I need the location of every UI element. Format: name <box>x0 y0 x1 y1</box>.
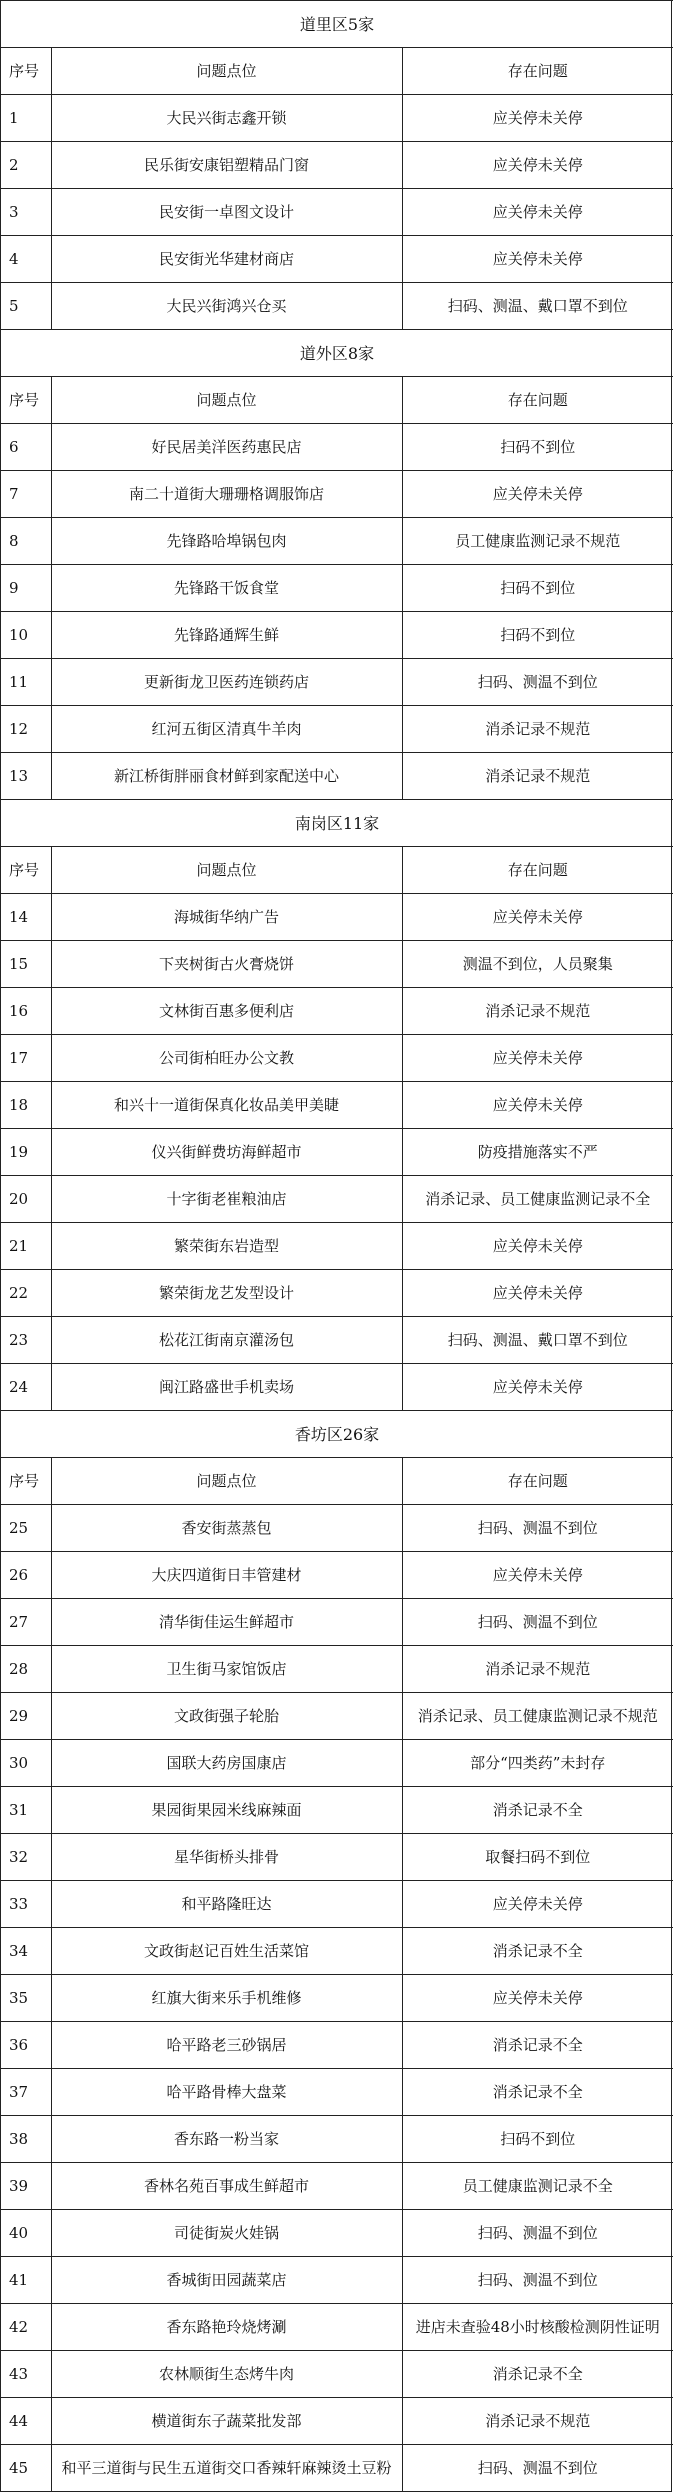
section-title: 南岗区11家 <box>1 800 673 847</box>
row-number: 42 <box>1 2304 51 2351</box>
row-number: 19 <box>1 1129 51 1176</box>
row-problem: 应关停未关停 <box>402 1881 673 1928</box>
row-problem: 扫码、测温不到位 <box>402 659 673 706</box>
row-location: 香东路一粉当家 <box>51 2116 402 2163</box>
row-problem: 部分“四类药”未封存 <box>402 1740 673 1787</box>
row-number: 2 <box>1 142 51 189</box>
row-number: 43 <box>1 2351 51 2398</box>
inspection-table <box>1 0 673 2491</box>
row-number: 21 <box>1 1223 51 1270</box>
row-problem: 消杀记录不规范 <box>402 988 673 1035</box>
header-problem: 存在问题 <box>402 1458 673 1505</box>
row-number: 9 <box>1 565 51 612</box>
row-problem: 消杀记录不全 <box>402 2022 673 2069</box>
table-row <box>1 142 673 189</box>
row-number: 31 <box>1 1787 51 1834</box>
header-no: 序号 <box>1 1458 51 1505</box>
row-location: 文政街强子轮胎 <box>51 1693 402 1740</box>
row-location: 哈平路骨棒大盘菜 <box>51 2069 402 2116</box>
table-row <box>1 753 673 800</box>
header-problem: 存在问题 <box>402 847 673 894</box>
row-location: 繁荣街龙艺发型设计 <box>51 1270 402 1317</box>
row-location: 横道街东子蔬菜批发部 <box>51 2398 402 2445</box>
row-number: 10 <box>1 612 51 659</box>
row-location: 文政街赵记百姓生活菜馆 <box>51 1928 402 1975</box>
row-problem: 消杀记录不全 <box>402 1787 673 1834</box>
table-row <box>1 2351 673 2398</box>
row-number: 35 <box>1 1975 51 2022</box>
table-row <box>1 2163 673 2210</box>
row-number: 1 <box>1 95 51 142</box>
row-problem: 扫码不到位 <box>402 565 673 612</box>
row-problem: 扫码、测温不到位 <box>402 2210 673 2257</box>
table-row <box>1 518 673 565</box>
row-number: 32 <box>1 1834 51 1881</box>
row-problem: 进店未查验48小时核酸检测阴性证明 <box>402 2304 673 2351</box>
row-problem: 消杀记录不规范 <box>402 1646 673 1693</box>
row-number: 45 <box>1 2445 51 2492</box>
table-row <box>1 1317 673 1364</box>
table-row <box>1 1176 673 1223</box>
row-location: 和平三道街与民生五道街交口香辣轩麻辣烫土豆粉 <box>51 2445 402 2492</box>
row-problem: 消杀记录不全 <box>402 2351 673 2398</box>
row-location: 果园街果园米线麻辣面 <box>51 1787 402 1834</box>
table-header-row <box>1 847 673 894</box>
row-location: 星华街桥头排骨 <box>51 1834 402 1881</box>
header-no: 序号 <box>1 847 51 894</box>
row-problem: 消杀记录不规范 <box>402 2398 673 2445</box>
row-location: 新江桥街胖丽食材鲜到家配送中心 <box>51 753 402 800</box>
table-row <box>1 2210 673 2257</box>
row-number: 23 <box>1 1317 51 1364</box>
row-location: 闽江路盛世手机卖场 <box>51 1364 402 1411</box>
table-row <box>1 1881 673 1928</box>
row-location: 红旗大街来乐手机维修 <box>51 1975 402 2022</box>
row-problem: 应关停未关停 <box>402 471 673 518</box>
row-problem: 扫码、测温不到位 <box>402 2257 673 2304</box>
table-row <box>1 1646 673 1693</box>
row-location: 红河五街区清真牛羊肉 <box>51 706 402 753</box>
row-problem: 消杀记录、员工健康监测记录不规范 <box>402 1693 673 1740</box>
row-location: 十字街老崔粮油店 <box>51 1176 402 1223</box>
section-title: 香坊区26家 <box>1 1411 673 1458</box>
row-number: 24 <box>1 1364 51 1411</box>
table-row <box>1 706 673 753</box>
table-row <box>1 2257 673 2304</box>
row-problem: 应关停未关停 <box>402 1082 673 1129</box>
table-row <box>1 565 673 612</box>
row-number: 14 <box>1 894 51 941</box>
table-row <box>1 424 673 471</box>
table-row <box>1 2116 673 2163</box>
table-row <box>1 1928 673 1975</box>
row-number: 30 <box>1 1740 51 1787</box>
table-row <box>1 1035 673 1082</box>
section-title-row <box>1 800 673 847</box>
row-location: 香城街田园蔬菜店 <box>51 2257 402 2304</box>
row-location: 民乐街安康铝塑精品门窗 <box>51 142 402 189</box>
row-location: 先锋路干饭食堂 <box>51 565 402 612</box>
row-location: 香安街蒸蒸包 <box>51 1505 402 1552</box>
row-location: 和平路隆旺达 <box>51 1881 402 1928</box>
section-title-row <box>1 1411 673 1458</box>
row-problem: 应关停未关停 <box>402 894 673 941</box>
row-location: 文林街百惠多便利店 <box>51 988 402 1035</box>
row-location: 清华街佳运生鲜超市 <box>51 1599 402 1646</box>
row-problem: 应关停未关停 <box>402 1552 673 1599</box>
row-problem: 扫码、测温、戴口罩不到位 <box>402 1317 673 1364</box>
row-location: 南二十道街大珊珊格调服饰店 <box>51 471 402 518</box>
row-location: 大庆四道街日丰管建材 <box>51 1552 402 1599</box>
section-title-row <box>1 330 673 377</box>
section-title-row <box>1 1 673 48</box>
row-location: 民安街一卓图文设计 <box>51 189 402 236</box>
row-number: 5 <box>1 283 51 330</box>
row-location: 公司街柏旺办公文教 <box>51 1035 402 1082</box>
row-number: 11 <box>1 659 51 706</box>
table-row <box>1 1740 673 1787</box>
table-row <box>1 2445 673 2492</box>
row-location: 农林顺街生态烤牛肉 <box>51 2351 402 2398</box>
row-number: 41 <box>1 2257 51 2304</box>
row-number: 6 <box>1 424 51 471</box>
row-number: 38 <box>1 2116 51 2163</box>
header-location: 问题点位 <box>51 48 402 95</box>
table-row <box>1 1223 673 1270</box>
row-number: 18 <box>1 1082 51 1129</box>
table-row <box>1 95 673 142</box>
row-location: 大民兴街鸿兴仓买 <box>51 283 402 330</box>
header-location: 问题点位 <box>51 377 402 424</box>
row-problem: 员工健康监测记录不规范 <box>402 518 673 565</box>
row-problem: 扫码、测温不到位 <box>402 2445 673 2492</box>
row-number: 28 <box>1 1646 51 1693</box>
section-title: 道里区5家 <box>1 1 673 48</box>
table-row <box>1 1082 673 1129</box>
row-location: 和兴十一道街保真化妆品美甲美睫 <box>51 1082 402 1129</box>
table-row <box>1 894 673 941</box>
row-location: 海城街华纳广告 <box>51 894 402 941</box>
row-problem: 防疫措施落实不严 <box>402 1129 673 1176</box>
table-row <box>1 1693 673 1740</box>
row-problem: 应关停未关停 <box>402 236 673 283</box>
row-location: 先锋路通辉生鲜 <box>51 612 402 659</box>
row-number: 22 <box>1 1270 51 1317</box>
table-row <box>1 2022 673 2069</box>
table-row <box>1 2069 673 2116</box>
row-number: 33 <box>1 1881 51 1928</box>
row-number: 26 <box>1 1552 51 1599</box>
row-number: 39 <box>1 2163 51 2210</box>
row-number: 20 <box>1 1176 51 1223</box>
row-problem: 扫码、测温不到位 <box>402 1505 673 1552</box>
table-header-row <box>1 48 673 95</box>
row-number: 44 <box>1 2398 51 2445</box>
row-location: 好民居美洋医药惠民店 <box>51 424 402 471</box>
table-row <box>1 1364 673 1411</box>
table-row <box>1 471 673 518</box>
header-no: 序号 <box>1 377 51 424</box>
row-problem: 扫码、测温、戴口罩不到位 <box>402 283 673 330</box>
row-number: 25 <box>1 1505 51 1552</box>
row-number: 36 <box>1 2022 51 2069</box>
row-location: 松花江街南京灌汤包 <box>51 1317 402 1364</box>
row-problem: 消杀记录不规范 <box>402 753 673 800</box>
table-row <box>1 1270 673 1317</box>
header-problem: 存在问题 <box>402 377 673 424</box>
row-location: 香东路艳玲烧烤涮 <box>51 2304 402 2351</box>
table-row <box>1 1552 673 1599</box>
row-problem: 扫码、测温不到位 <box>402 1599 673 1646</box>
table-row <box>1 1834 673 1881</box>
row-location: 大民兴街志鑫开锁 <box>51 95 402 142</box>
row-location: 香林名苑百事成生鲜超市 <box>51 2163 402 2210</box>
table-header-row <box>1 377 673 424</box>
row-problem: 应关停未关停 <box>402 1975 673 2022</box>
row-number: 29 <box>1 1693 51 1740</box>
table-row <box>1 941 673 988</box>
row-problem: 应关停未关停 <box>402 1035 673 1082</box>
table-body <box>1 1 673 2492</box>
row-location: 下夹树街古火膏烧饼 <box>51 941 402 988</box>
row-location: 更新街龙卫医药连锁药店 <box>51 659 402 706</box>
table-row <box>1 988 673 1035</box>
row-number: 15 <box>1 941 51 988</box>
row-problem: 员工健康监测记录不全 <box>402 2163 673 2210</box>
table-row <box>1 1599 673 1646</box>
row-number: 7 <box>1 471 51 518</box>
row-number: 3 <box>1 189 51 236</box>
row-location: 仪兴街鲜费坊海鲜超市 <box>51 1129 402 1176</box>
table-row <box>1 1129 673 1176</box>
section-title: 道外区8家 <box>1 330 673 377</box>
table-header-row <box>1 1458 673 1505</box>
table-row <box>1 1505 673 1552</box>
row-number: 37 <box>1 2069 51 2116</box>
row-problem: 应关停未关停 <box>402 1223 673 1270</box>
table-row <box>1 236 673 283</box>
table-row <box>1 659 673 706</box>
row-location: 民安街光华建材商店 <box>51 236 402 283</box>
header-problem: 存在问题 <box>402 48 673 95</box>
row-number: 16 <box>1 988 51 1035</box>
row-number: 34 <box>1 1928 51 1975</box>
row-location: 国联大药房国康店 <box>51 1740 402 1787</box>
row-number: 27 <box>1 1599 51 1646</box>
header-no: 序号 <box>1 48 51 95</box>
row-problem: 消杀记录不全 <box>402 1928 673 1975</box>
row-number: 12 <box>1 706 51 753</box>
row-problem: 测温不到位，人员聚集 <box>402 941 673 988</box>
row-number: 8 <box>1 518 51 565</box>
row-problem: 应关停未关停 <box>402 1364 673 1411</box>
row-number: 17 <box>1 1035 51 1082</box>
row-location: 卫生街马家馆饭店 <box>51 1646 402 1693</box>
row-problem: 扫码不到位 <box>402 424 673 471</box>
row-number: 40 <box>1 2210 51 2257</box>
row-number: 13 <box>1 753 51 800</box>
table-row <box>1 612 673 659</box>
row-location: 哈平路老三砂锅居 <box>51 2022 402 2069</box>
row-problem: 应关停未关停 <box>402 95 673 142</box>
table-row <box>1 189 673 236</box>
table-row <box>1 2398 673 2445</box>
row-problem: 应关停未关停 <box>402 189 673 236</box>
row-location: 先锋路哈埠锅包肉 <box>51 518 402 565</box>
table-row <box>1 2304 673 2351</box>
header-location: 问题点位 <box>51 847 402 894</box>
row-problem: 消杀记录不全 <box>402 2069 673 2116</box>
row-problem: 应关停未关停 <box>402 142 673 189</box>
row-location: 繁荣街东岩造型 <box>51 1223 402 1270</box>
header-location: 问题点位 <box>51 1458 402 1505</box>
row-problem: 取餐扫码不到位 <box>402 1834 673 1881</box>
row-problem: 消杀记录、员工健康监测记录不全 <box>402 1176 673 1223</box>
row-problem: 扫码不到位 <box>402 2116 673 2163</box>
row-problem: 消杀记录不规范 <box>402 706 673 753</box>
row-problem: 扫码不到位 <box>402 612 673 659</box>
row-number: 4 <box>1 236 51 283</box>
row-location: 司徒街炭火娃锅 <box>51 2210 402 2257</box>
table-row <box>1 1975 673 2022</box>
row-problem: 应关停未关停 <box>402 1270 673 1317</box>
table-row <box>1 1787 673 1834</box>
table-row <box>1 283 673 330</box>
